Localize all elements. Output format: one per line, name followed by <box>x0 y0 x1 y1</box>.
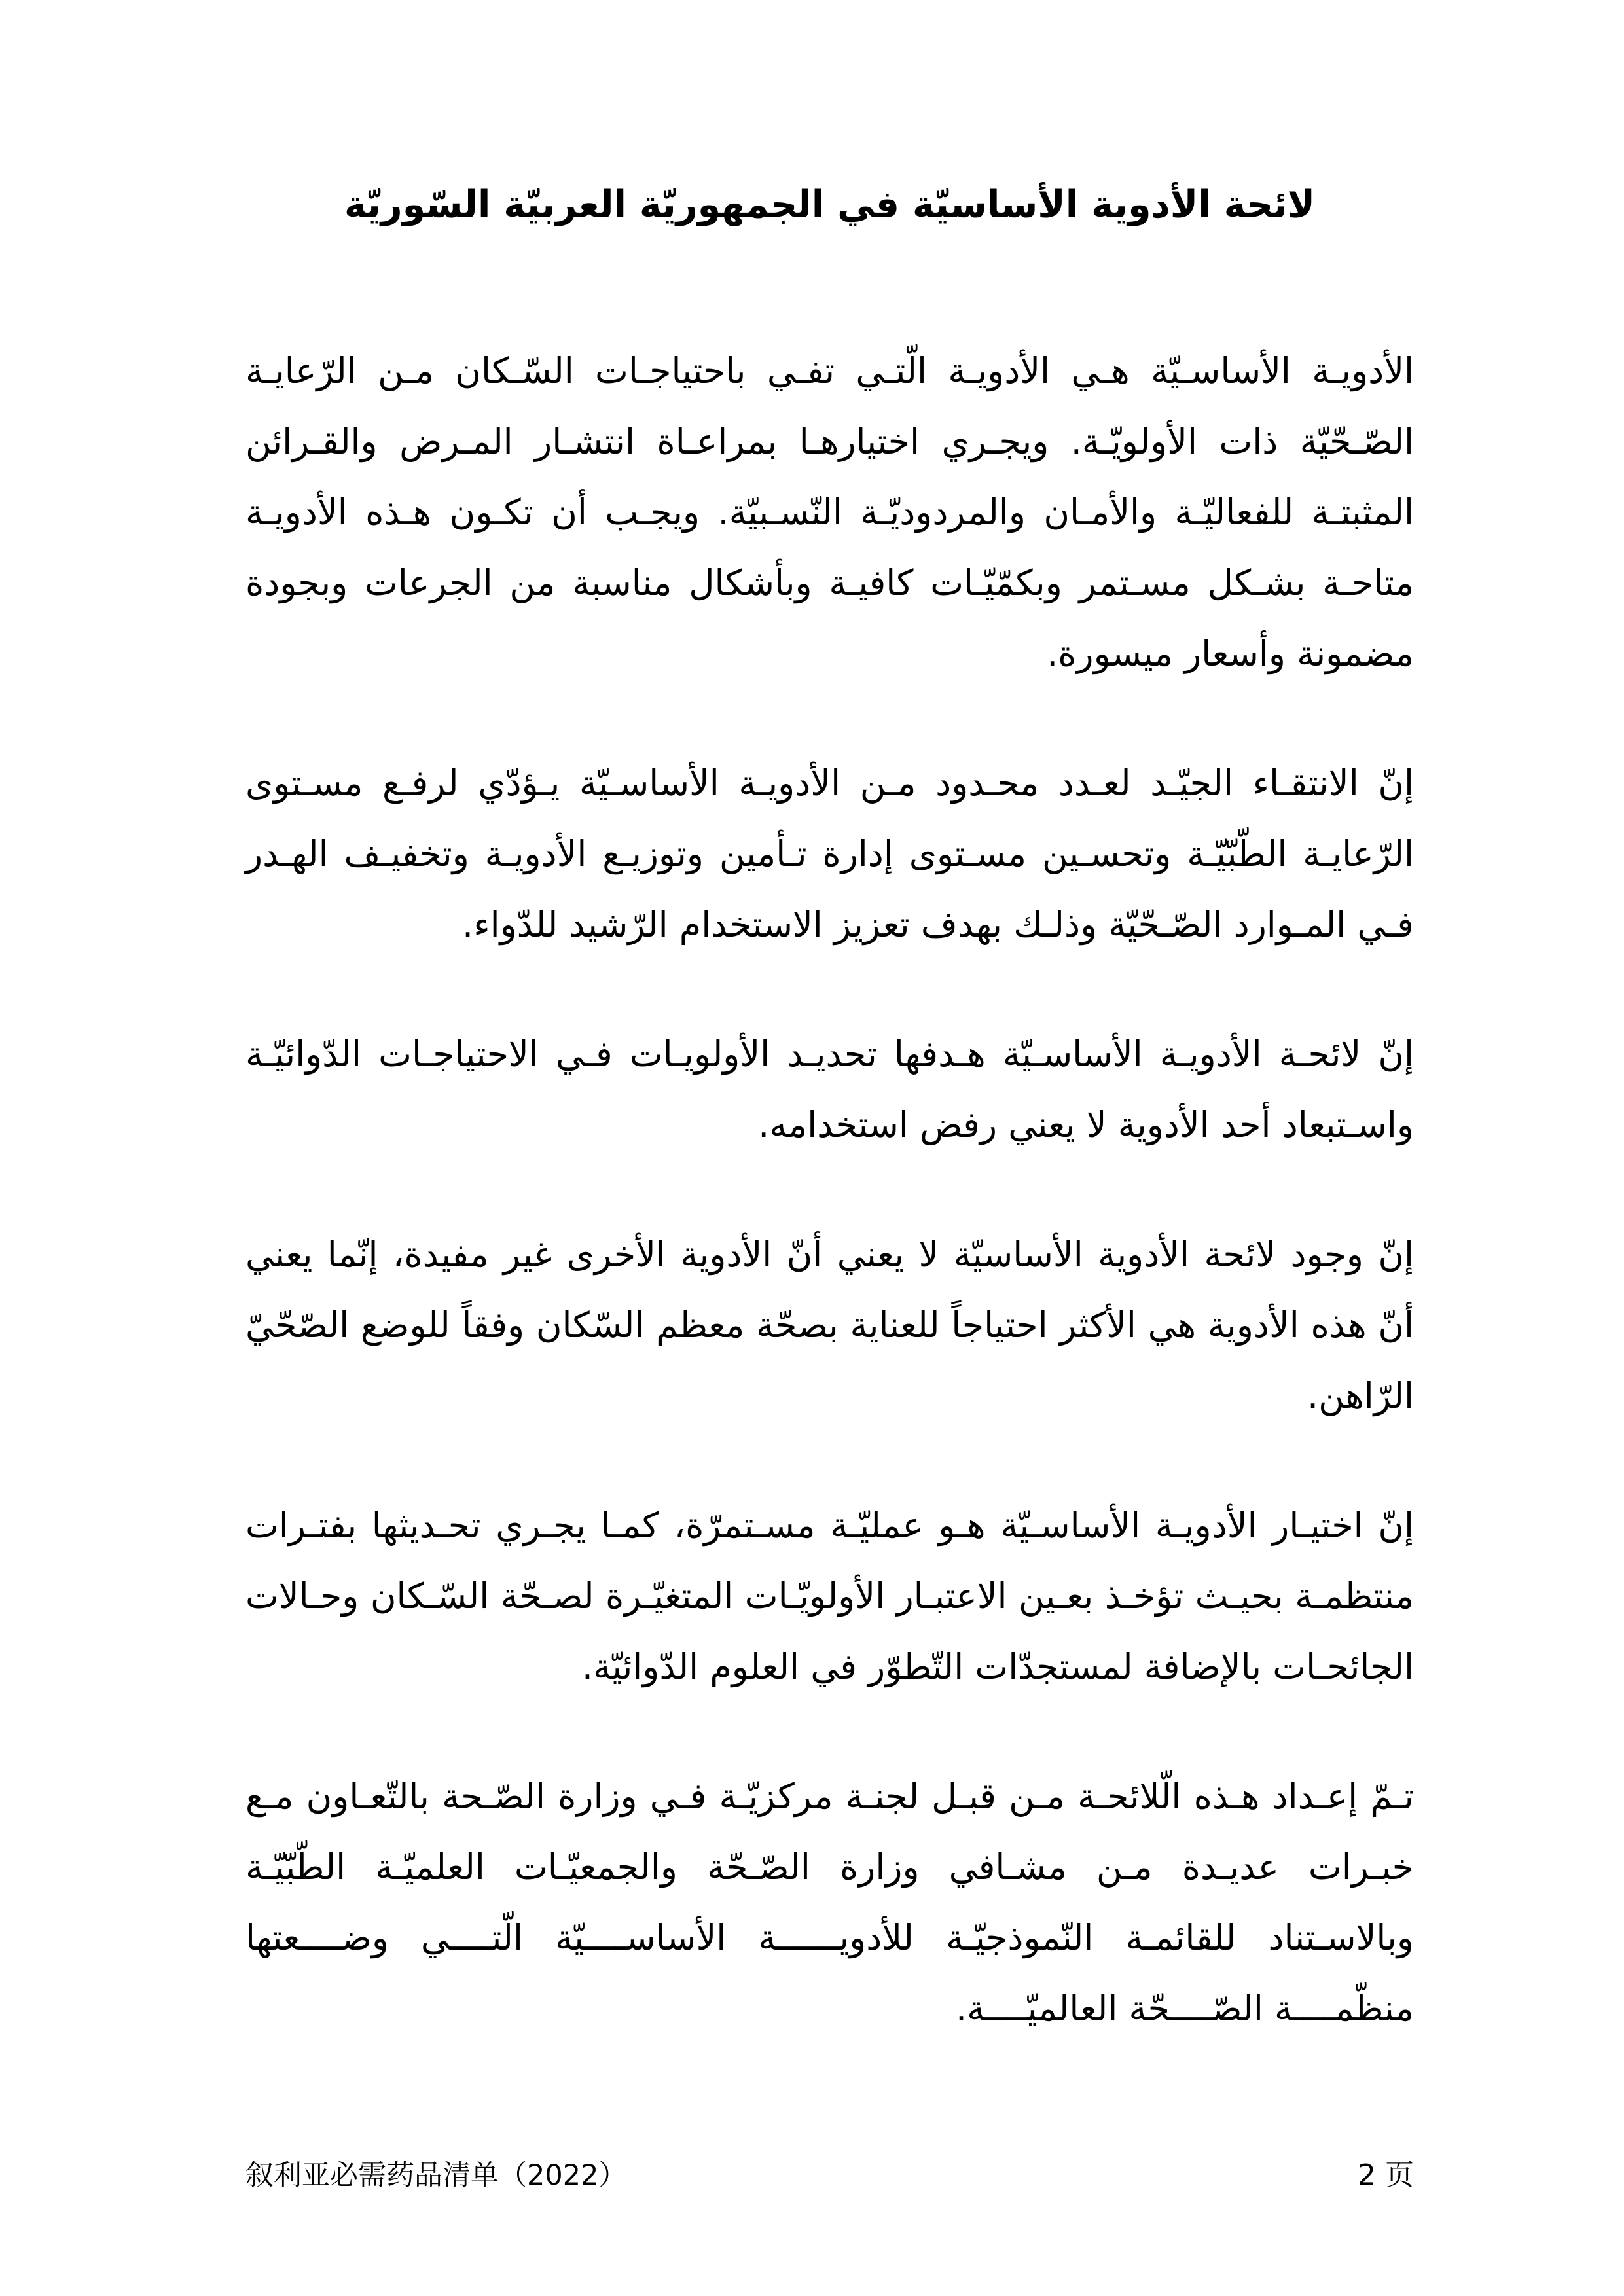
body-paragraph: إنّ الانتقـاء الجيّـد لعـدد محـدود مـن الأدويـة الأساسـيّة يـؤدّي لرفـع مسـتوى الرّعايـة الطّبّيّـة وتحسـين مسـتوى إدارة تـأمين وتوزيـع الأدويـة وتخفيـف الهـدر فـي المـوارد الصّـحّيّة وذلـك بهدف تعزيز الاستخدام الرّشيد للدّواء. <box>245 762 1414 945</box>
footer-page-number: 2 页 <box>1358 2159 1414 2192</box>
body-paragraph: إنّ اختيـار الأدويـة الأساسـيّة هـو عمليّـة مسـتمرّة، كمـا يجـري تحـديثها بفتـرات منتظمـة بحيـث تؤخـذ بعـين الاعتبـار الأولويّـات المتغيّـرة لصـحّة السّـكان وحـالات الجائحـات بالإضافة لمستجدّات التّطوّر في العلوم الدّوائيّة. <box>245 1504 1414 1687</box>
footer-document-label: 叙利亚必需药品清单（2022） <box>245 2159 627 2192</box>
body-paragraph: تـمّ إعـداد هـذه الّلائحـة مـن قبـل لجنـة مركزيّـة فـي وزارة الصّـحة بالتّعـاون مـع خبـرات عديـدة مـن مشـافي وزارة الصّـحّة والجمعيّـات العلميّـة الطّبّيّـة وبالاسـتناد للقائمـة النّموذجيّـة للأدويــــــة الأساســــيّة الّتــــي وضــــعتها منظّمــــة الصّــــحّة العالميّــــة. <box>245 1775 1414 2029</box>
body-paragraph: الأدويـة الأساسـيّة هـي الأدويـة الّتـي تفـي باحتياجـات السّـكان مـن الرّعايـة الصّـحّيّة ذات الأولويّـة. ويجـري اختيارهـا بمراعـاة انتشـار المـرض والقـرائن المثبتـة للفعاليّـة والأمـان والمردوديّـة النّسـبيّة. ويجـب أن تكـون هـذه الأدويـة متاحـة بشـكل مسـتمر وبكمّيّـات كافيـة وبأشكال مناسبة من الجرعات وبجودة مضمونة وأسعار ميسورة. <box>245 350 1414 674</box>
page-content <box>245 0 1414 2044</box>
body-paragraph: إنّ لائحـة الأدويـة الأساسـيّة هـدفها تحديـد الأولويـات فـي الاحتياجـات الدّوائيّـة واسـتبعاد أحد الأدوية لا يعني رفض استخدامه. <box>245 1033 1414 1145</box>
body-paragraph: إنّ وجود لائحة الأدوية الأساسيّة لا يعني أنّ الأدوية الأخرى غير مفيدة، إنّما يعني أنّ هذه الأدوية هي الأكثر احتياجاً للعناية بصحّة معظم السّكان وفقاً للوضع الصّحّيّ الرّاهن. <box>245 1233 1414 1416</box>
page-footer <box>245 2159 1414 2193</box>
page-title: لائحة الأدوية الأساسيّة في الجمهوريّة العربيّة السّوريّة <box>344 183 1316 226</box>
body-text <box>245 336 1414 2044</box>
